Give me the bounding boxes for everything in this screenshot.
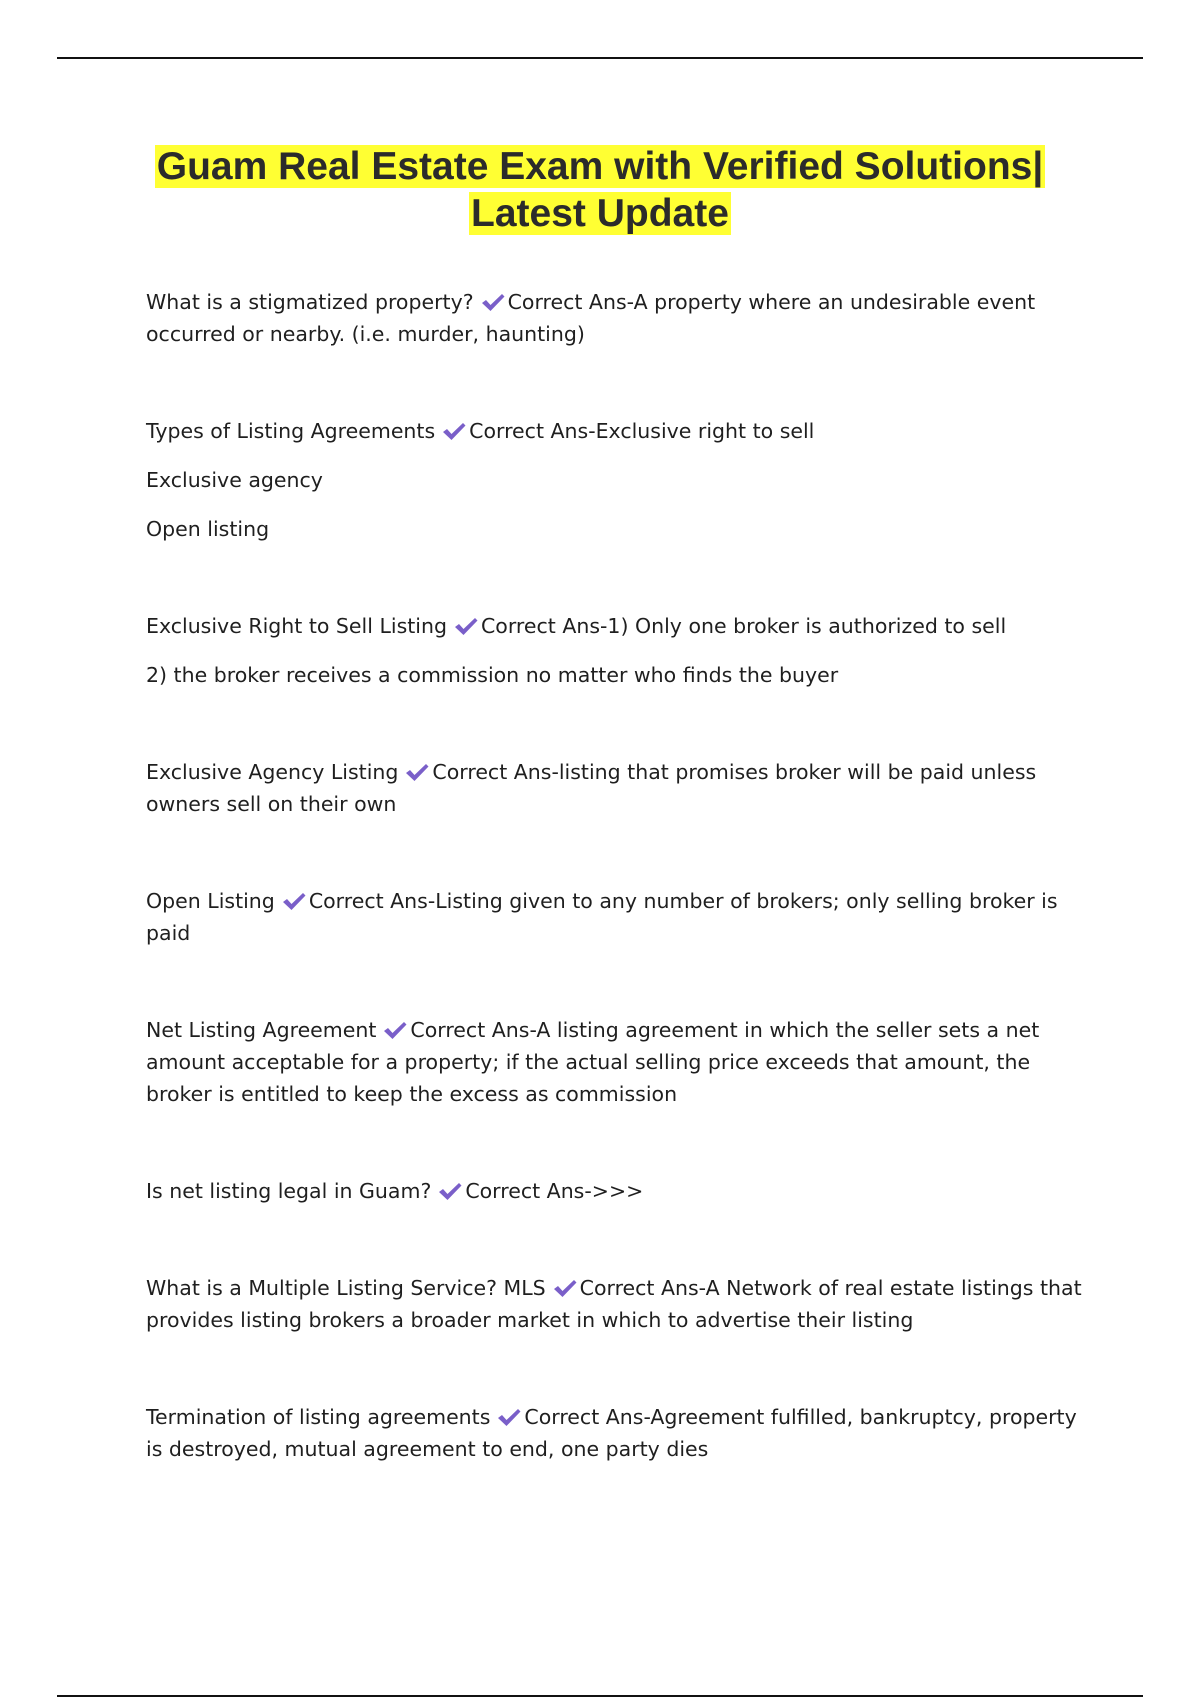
qa-item <box>146 1175 1096 1207</box>
title-line-1: Guam Real Estate Exam with Verified Solutions| <box>156 145 1044 188</box>
qa-list <box>146 286 1096 1465</box>
answer-text: Correct Ans-A listing agreement in which the seller sets a net amount acceptable for a property; if the actual selling price exceeds that amount, the broker is entitled to keep the excess as commission <box>146 1018 1040 1106</box>
question-text: What is a stigmatized property? <box>146 290 474 314</box>
question-text: Types of Listing Agreements <box>146 419 436 443</box>
check-mark-icon <box>382 1019 408 1041</box>
qa-item <box>146 1014 1096 1110</box>
bottom-rule <box>57 1695 1143 1697</box>
answer-text: Correct Ans-Agreement fulfilled, bankruptcy, property is destroyed, mutual agreement to end, one party dies <box>146 1405 1077 1461</box>
top-rule <box>57 57 1143 59</box>
check-mark-icon <box>404 761 430 783</box>
answer-continuation: Exclusive agency <box>146 468 323 492</box>
answer-continuation: Open listing <box>146 517 270 541</box>
question-text: What is a Multiple Listing Service? MLS <box>146 1276 546 1300</box>
check-mark-icon <box>281 890 307 912</box>
qa-item <box>146 610 1096 642</box>
answer-text: Correct Ans-A property where an undesirable event occurred or nearby. (i.e. murder, haunting) <box>146 290 1036 346</box>
check-mark-icon <box>480 291 506 313</box>
document-title <box>100 143 1100 237</box>
answer-text: Correct Ans-Listing given to any number of brokers; only selling broker is paid <box>146 889 1058 945</box>
qa-item <box>146 286 1096 350</box>
question-text: Open Listing <box>146 889 275 913</box>
check-mark-icon <box>552 1277 578 1299</box>
question-text: Exclusive Agency Listing <box>146 760 399 784</box>
answer-text: Correct Ans-1) Only one broker is authorized to sell <box>480 614 1007 638</box>
title-line-2: Latest Update <box>471 192 729 235</box>
qa-item <box>146 1272 1096 1336</box>
answer-text: Correct Ans->>> <box>465 1179 644 1203</box>
question-text: Exclusive Right to Sell Listing <box>146 614 447 638</box>
answer-text: Correct Ans-listing that promises broker will be paid unless owners sell on their own <box>146 760 1037 816</box>
qa-item <box>146 1401 1096 1465</box>
qa-item <box>146 885 1096 949</box>
qa-item <box>146 756 1096 820</box>
check-mark-icon <box>453 615 479 637</box>
question-text: Termination of listing agreements <box>146 1405 491 1429</box>
answer-text: Correct Ans-A Network of real estate listings that provides listing brokers a broader market in which to advertise their listing <box>146 1276 1082 1332</box>
check-mark-icon <box>437 1180 463 1202</box>
question-text: Is net listing legal in Guam? <box>146 1179 432 1203</box>
question-text: Net Listing Agreement <box>146 1018 377 1042</box>
check-mark-icon <box>496 1406 522 1428</box>
check-mark-icon <box>441 420 467 442</box>
qa-item <box>146 415 1096 447</box>
answer-continuation: 2) the broker receives a commission no matter who finds the buyer <box>146 663 839 687</box>
answer-text: Correct Ans-Exclusive right to sell <box>469 419 815 443</box>
